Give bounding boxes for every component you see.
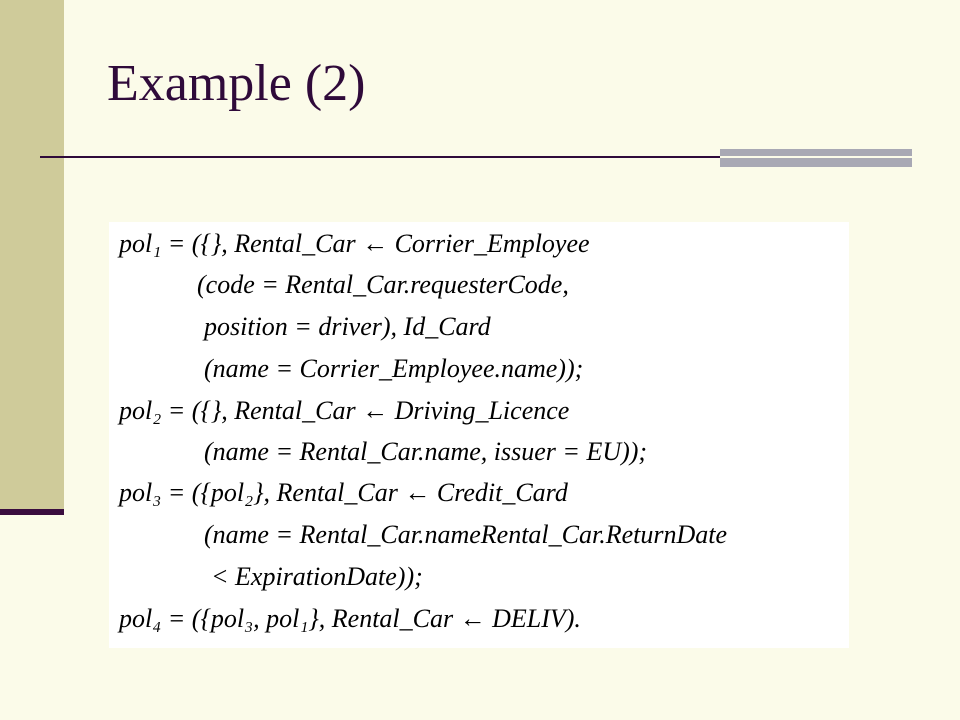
formula-line-pol2-name: (name = Rental_Car.name, issuer = EU)); xyxy=(204,437,648,466)
title-divider-block-stripe xyxy=(720,156,912,158)
slide-title: Example (2) xyxy=(107,55,366,112)
formula-line-pol3-expiration: < ExpirationDate)); xyxy=(211,562,423,591)
formula-line-pol1-name: (name = Corrier_Employee.name)); xyxy=(204,354,584,383)
formula-line-pol1-position: position = driver), Id_Card xyxy=(204,312,491,341)
title-divider-block xyxy=(720,149,912,167)
left-decorative-bar xyxy=(0,0,64,510)
formula-line-pol3: pol₃ = ({pol₂}, Rental_Car ← Credit_Card xyxy=(119,478,568,507)
formula-line-pol2: pol₂ = ({}, Rental_Car ← Driving_Licence xyxy=(119,396,570,425)
formula-lines xyxy=(109,222,849,648)
formula-line-pol1-code: (code = Rental_Car.requesterCode, xyxy=(197,270,569,299)
formula-line-pol3-name: (name = Rental_Car.nameRental_Car.ReturnDate xyxy=(204,520,728,549)
formula-line-pol4: pol₄ = ({pol₃, pol₁}, Rental_Car ← DELIV). xyxy=(119,604,581,633)
formula-line-pol1: pol₁ = ({}, Rental_Car ← Corrier_Employee xyxy=(119,229,590,258)
formula-image xyxy=(109,222,849,648)
left-bar-accent xyxy=(0,509,64,515)
